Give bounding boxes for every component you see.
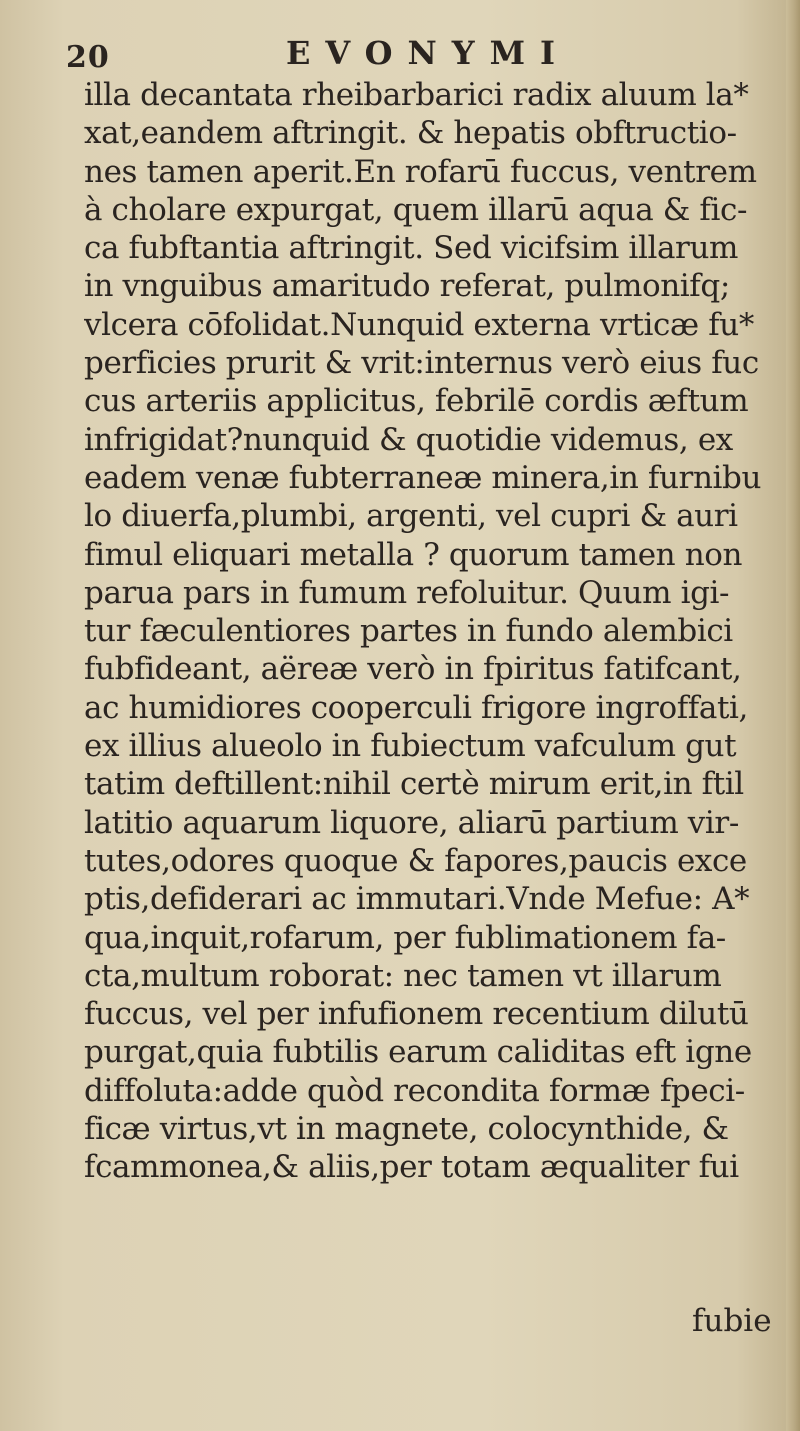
text-line: xat,eandem aftringit. & hepatis obftructio- [84,115,737,152]
text-line: fimul eliquari metalla ? quorum tamen non [84,536,743,573]
text-line: fcammonea,& aliis,per totam æqualiter fui [84,1149,739,1186]
text-line: ex illius alueolo in fubiectum vafculum gut [84,728,737,765]
text-line: fubfideant, aëreæ verò in fpiritus fatifcant, [84,651,742,688]
text-line: eadem venæ fubterraneæ minera,in furnibu [84,459,762,496]
text-line: ca fubftantia aftringit. Sed vicifsim illarum [84,230,739,267]
text-line: qua,inquit,rofarum, per fublimationem fa- [84,919,726,956]
text-line: ptis,defiderari ac immutari.Vnde Mefue: A* [84,881,750,918]
text-line: lo diuerfa,plumbi, argenti, vel cupri & auri [84,498,738,535]
catchword: fubie [692,1303,772,1339]
page-edge [786,0,800,1431]
text-line: tatim deftillent:nihil certè mirum erit,in ftil [84,766,744,803]
text-line: ficæ virtus,vt in magnete, colocynthide, & [84,1111,729,1148]
text-line: diffoluta:adde quòd recondita formæ fpeci- [84,1072,745,1109]
text-line: tutes,odores quoque & fapores,paucis exce [84,842,747,879]
text-line: latitio aquarum liquore, aliarū partium vir- [84,804,739,841]
text-line: cus arteriis applicitus, febrilē cordis æftum [84,383,749,420]
text-line: illa decantata rheibarbarici radix aluum la* [84,77,749,113]
text-line: purgat,quia fubtilis earum caliditas eft igne [84,1034,752,1071]
text-line: tur fæculentiores partes in fundo alembici [84,613,733,650]
text-line: cta,multum roborat: nec tamen vt illarum [84,957,722,994]
text-line: à cholare expurgat, quem illarū aqua & fic- [84,191,748,228]
text-line: vlcera cōfolidat.Nunquid externa vrticæ fu* [84,306,754,343]
text-line: in vnguibus amaritudo referat, pulmonifq; [84,268,730,305]
text-line: infrigidat?nunquid & quotidie videmus, ex [84,421,733,458]
text-line: fuccus, vel per infufionem recentium dilutū [84,996,749,1033]
text-line: perficies prurit & vrit:internus verò eius fuc [84,345,759,382]
text-line: parua pars in fumum refoluitur. Quum igi- [84,574,730,611]
text-line: nes tamen aperit.En rofarū fuccus, ventrem [84,153,757,190]
text-line: ac humidiores cooperculi frigore ingroffati, [84,689,748,726]
text-block [84,76,784,1187]
page-number: 20 [66,40,110,75]
running-head: EVONYMI [286,34,571,72]
